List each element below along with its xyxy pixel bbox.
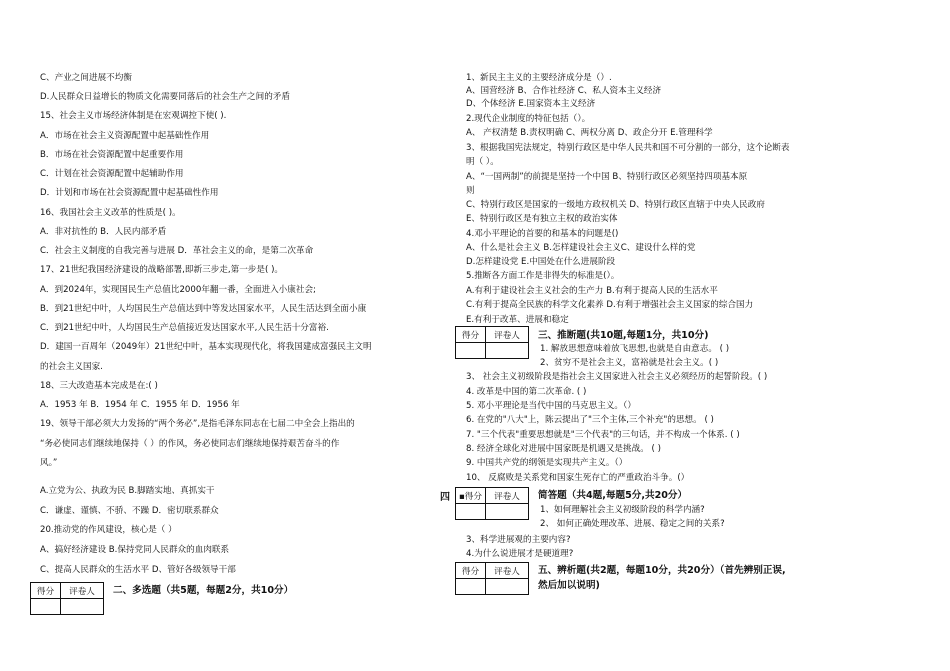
section-2-title: 二、多选题（共5题，每题2分，共10分）	[113, 585, 294, 596]
score-box-section-5	[455, 562, 529, 595]
judge-item-10: 10、 反腐败是关系党和国家生死存亡的严重政治斗争。(）	[466, 473, 690, 483]
score-cell[interactable]	[31, 599, 61, 615]
section-4-title: 简答题（共4题,每题5分,共20分）	[538, 490, 688, 501]
grader-label: 评卷人	[486, 327, 529, 343]
mc3-options-ab-cont: 则	[466, 186, 475, 196]
judge-item-4: 4. 改革是中国的第二次革命. ( )	[466, 387, 587, 397]
mc1-stem: 1、新民主主义的主要经济成分是（）.	[466, 73, 612, 83]
q17-option-a: A．到2024年，实现国民生产总值比2000年翻一番，全面进入小康社会;	[40, 285, 316, 295]
q19-stem-3: 风。”	[40, 458, 58, 468]
q18-stem: 18、三大改造基本完成是在:( )	[40, 381, 158, 391]
section-3-title: 三、推断题(共10题,每题1分，共10分)	[538, 330, 709, 341]
q16-options-ab: A．非对抗性的 B．人民内部矛盾	[40, 227, 167, 237]
grader-cell[interactable]	[486, 579, 529, 595]
judge-item-8: 8. 经济全球化对进展中国家既是机遇又是挑战。 ( )	[466, 444, 661, 454]
mc5-option-e: E.有利于改革、进展和稳定	[466, 315, 569, 325]
score-box-section-4	[455, 487, 529, 520]
q15-stem: 15、社会主义市场经济体制是在宏观调控下使( ).	[40, 111, 227, 121]
grader-label: 评卷人	[486, 563, 529, 579]
q16-stem: 16、我国社会主义改革的性质是( )。	[40, 208, 181, 218]
score-label: 得分	[31, 583, 61, 599]
grader-cell[interactable]	[61, 599, 104, 615]
mc4-options-de: D.怎样建设党 E.中国处在什么进展阶段	[466, 257, 616, 267]
score-label: ▪得分	[456, 488, 486, 504]
q18-options: A．1953 年 B．1954 年 C．1955 年 D．1956 年	[40, 400, 240, 410]
grader-cell[interactable]	[486, 504, 529, 520]
q19-options-cd: C．谦虚、谨慎、不骄、不躁 D．密切联系群众	[40, 506, 219, 516]
q19-options-ab: A.立党为公、执政为民 B.脚踏实地、真抓实干	[40, 486, 215, 496]
score-box-section-2	[30, 582, 104, 615]
q17-stem: 17、21世纪我国经济建设的战略部署,即新三步走,第一步是( )。	[40, 265, 284, 275]
short-item-4: 4.为什么说进展才是硬道理?	[466, 549, 574, 559]
short-item-2: 2、 如何正确处理改革、进展、稳定之间的关系?	[540, 519, 725, 529]
mc1-options-de: D、个体经济 E.国家资本主义经济	[466, 99, 596, 109]
grader-label: 评卷人	[61, 583, 104, 599]
mc1-options-abc: A、国营经济 B、合作社经济 C、私人资本主义经济	[466, 86, 662, 96]
mc4-stem: 4.邓小平理论的首要的和基本的问题是()	[466, 229, 619, 239]
mc5-stem: 5.推断各方面工作是非得失的标准是(）。	[466, 271, 620, 281]
q17-option-b: B．到21世纪中叶，人均国民生产总值达到中等发达国家水平，人民生活达到全面小康	[40, 304, 367, 314]
mc2-stem: 2.现代企业制度的特征包括（）。	[466, 114, 591, 124]
q14-option-d: D.人民群众日益增长的物质文化需要同落后的社会生产之间的矛盾	[40, 92, 290, 102]
judge-item-1: 1. 解放思想意味着放飞思想,也就是自由意志。 ( )	[540, 344, 730, 354]
judge-item-3: 3、 社会主义初级阶段是指社会主义国家进入社会主义必须经历的起誓阶段。( )	[466, 372, 768, 382]
mc3-stem: 3、根据我国宪法规定，特别行政区是中华人民共和国不可分割的一部分，这个论断表	[466, 143, 790, 153]
short-item-3: 3、科学进展观的主要内容?	[466, 535, 571, 545]
grader-cell[interactable]	[486, 343, 529, 359]
q15-option-c: C．计划在社会资源配置中起辅助作用	[40, 169, 184, 179]
mc3-option-e: E、特别行政区是有独立主权的政治实体	[466, 214, 618, 224]
q16-options-cd: C．社会主义制度的自我完善与进展 D．革社会主义的命，是第二次革命	[40, 246, 314, 256]
q19-stem-1: 19、领导干部必须大力发扬的“两个务必”,是指毛泽东同志在七届二中全会上指出的	[40, 419, 355, 429]
mc4-options-abc: A、什么是社会主义 B.怎样建设社会主义C、建设什么样的党	[466, 243, 696, 253]
q19-stem-2: “务必使同志们继续地保持（ ）的作风，务必使同志们继续地保持艰苦奋斗的作	[40, 439, 340, 449]
score-cell[interactable]	[456, 343, 486, 359]
score-cell[interactable]	[456, 579, 486, 595]
score-box-section-3	[455, 326, 529, 359]
judge-item-6: 6. 在党的"八大"上，陈云提出了"三个主体,三个补充"的思想。 ( )	[466, 415, 714, 425]
judge-item-5: 5. 邓小平理论是当代中国的马克思主义。（）	[466, 401, 636, 411]
judge-item-7: 7. "三个代表"重要思想就是"三个代表"的三句话，并不构成一个体系. ( )	[466, 430, 740, 440]
q15-option-b: B．市场在社会资源配置中起重要作用	[40, 150, 184, 160]
mc5-options-ab: A.有利于建设社会主义社会的生产力 B.有利于提高人民的生活水平	[466, 286, 718, 296]
section-5-title-line1: 五、辨析题(共2题，每题10分，共20分）（首先辨别正误,	[538, 565, 786, 576]
q15-option-d: D．计划和市场在社会资源配置中起基础性作用	[40, 188, 219, 198]
judge-item-9: 9. 中国共产党的纲领是实现共产主义。（）	[466, 458, 628, 468]
score-label: 得分	[456, 327, 486, 343]
mc3-stem-cont: 明（ ）。	[466, 157, 499, 167]
section-5-title-line2: 然后加以说明)	[538, 580, 600, 591]
q14-option-c: C、产业之间进展不均衡	[40, 73, 132, 83]
short-item-1: 1、如何理解社会主义初级阶段的科学内涵?	[540, 505, 705, 515]
q15-option-a: A．市场在社会主义资源配置中起基础性作用	[40, 131, 210, 141]
q20-options-ab: A、搞好经济建设 B.保持党同人民群众的血肉联系	[40, 545, 230, 555]
mc3-options-ab: A、“一国两制”的前提是坚持一个中国 B、特别行政区必须坚持四项基本原	[466, 172, 748, 182]
score-cell[interactable]	[456, 504, 486, 520]
score-label: 得分	[456, 563, 486, 579]
q17-option-d: D．建国一百周年（2049年）21世纪中叶，基本实现现代化，将我国建成富强民主文明	[40, 342, 372, 352]
mc2-options: A、 产权清楚 B.责权明确 C、两权分离 D、政企分开 E.管理科学	[466, 128, 713, 138]
q20-stem: 20.推动党的作风建设，核心是（ ）	[40, 525, 177, 535]
grader-label: 评卷人	[486, 488, 529, 504]
q17-option-d-cont: 的社会主义国家.	[40, 362, 103, 372]
mc3-options-cd: C、特别行政区是国家的一级地方政权机关 D、特别行政区直辖于中央人民政府	[466, 200, 765, 210]
section-4-mark: 四	[440, 492, 450, 503]
judge-item-2: 2、贫穷不是社会主义，富裕就是社会主义。( )	[540, 358, 719, 368]
q20-options-cd: C、提高人民群众的生活水平 D、管好各级领导干部	[40, 565, 236, 575]
mc5-options-cd: C.有利于提高全民族的科学文化素养 D.有利于增强社会主义国家的综合国力	[466, 300, 754, 310]
q17-option-c: C．到21世纪中叶，人均国民生产总值接近发达国家水平,人民生活十分富裕.	[40, 323, 329, 333]
